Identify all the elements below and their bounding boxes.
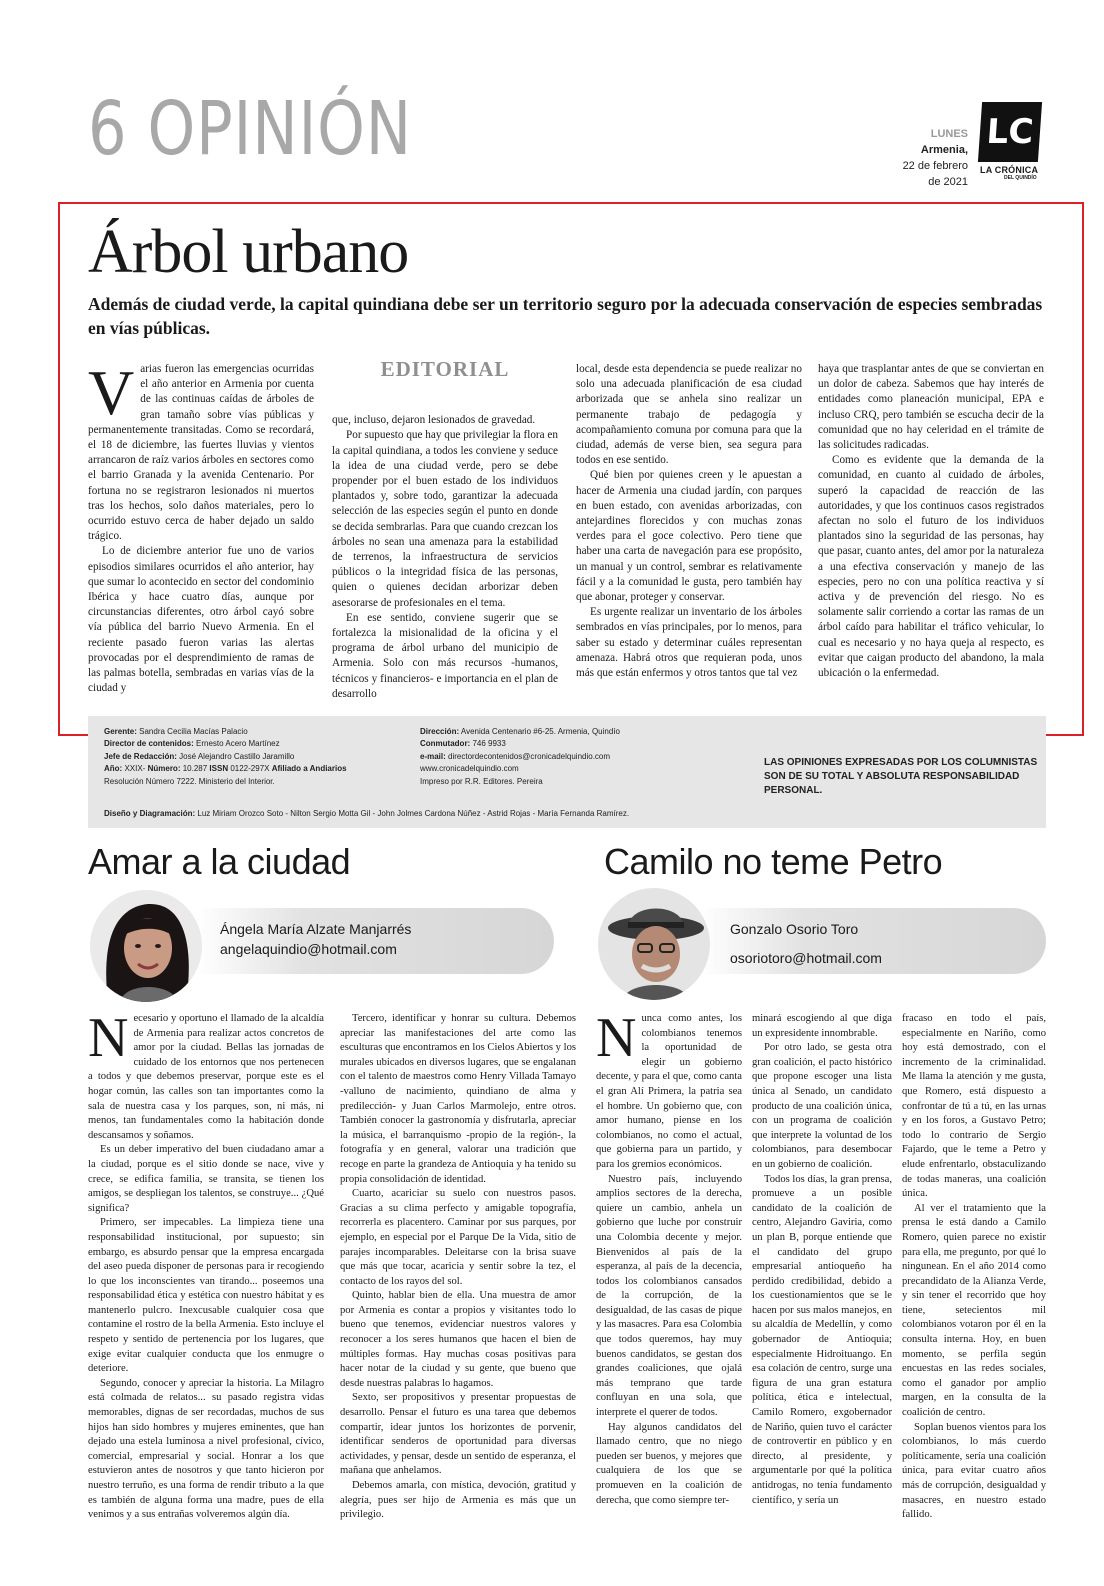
column-left-author: Ángela María Alzate Manjarrés bbox=[220, 921, 412, 937]
masthead-web-link[interactable]: www.cronicadelquindio.com bbox=[420, 764, 519, 774]
editorial-paragraph: Es urgente realizar un inventario de los árboles sembrados en vías principales, por lo menos, para saber su estado y determinar cuáles representan amenaza. Habrá otros que requieran poda, unos más que están enfermos y otros tantos que tal vez bbox=[576, 606, 802, 680]
editorial-deck: Además de ciudad verde, la capital quindiana debe ser un territorio seguro por la adecuada conservación de especies sembradas en vías públicas. bbox=[88, 294, 1043, 338]
column-right-author-photo bbox=[598, 888, 710, 1000]
avatar-man-hat-icon bbox=[598, 888, 710, 1000]
column-paragraph: minará escogiendo al que diga un expresidente innombrable. bbox=[752, 1013, 892, 1039]
logo-subtitle: DEL QUINDÍO bbox=[1004, 175, 1037, 181]
column-paragraph: Tercero, identificar y honrar su cultura. Debemos apreciar las manifestaciones del arte como las esculturas que encontramos en los Cielos Abiertos y los murales ubicados en diversos lugares, que se engalanan con el talento de maestros como Henry Villada Tamayo -valluno de nacimiento, quindiano de alma y predilección- y Juan Carlos Marmolejo, entre otros. También conocer la gastronomía y disfrutarla, apreciar la música, el barranquismo -propio de la región-, la fotografía y en general, valorar una tradición que recoge en parte la grandeza de Antioquia y ha tenido su propia consolidación de identidad. bbox=[340, 1013, 576, 1185]
logo-mark: LC bbox=[978, 102, 1042, 162]
dateline bbox=[903, 126, 968, 190]
column-right-title: Camilo no teme Petro bbox=[604, 841, 943, 882]
editorial-paragraph: En ese sentido, conviene sugerir que se fortalezca la misionalidad de la oficina y el programa de árbol urbano del municipio de Armenia. Solo con más recursos -humanos, técnicos y financieros- e importancia en el plan de desarrollo bbox=[332, 611, 558, 700]
column-right-text-2 bbox=[752, 1012, 892, 1508]
editorial-paragraph: Como es evidente que la demanda de la comunidad, en cuanto al cuidado de árboles, superó la capacidad de reacción de las autoridades, y que los continuos casos registrados afectan no solo el futuro de los individuos plantados sino la seguridad de las personas, hay que pasar, cuanto antes, del amor por la naturaleza a una efectiva conservación y manejo de las especies, pero no con una política reactiva y sí activa y de prevención del riesgo. No es solamente salir corriendo a cortar las ramas de un árbol caído para habilitar el tráfico vehicular, lo cual es necesario y no haya queja al respecto, es evitar que caigan producto del abandono, la mala ubicación o la enfermedad. bbox=[818, 454, 1044, 680]
column-left-author-band bbox=[196, 908, 554, 974]
masthead-disclaimer: LAS OPINIONES EXPRESADAS POR LOS COLUMNISTAS SON DE SU TOTAL Y ABSOLUTA RESPONSABILIDAD PERSONAL. bbox=[764, 757, 1038, 796]
column-paragraph: Sexto, ser propositivos y presentar propuestas de desarrollo. Pensar el futuro es una tarea que debemos compartir, idear juntos los horizontes de porvenir, identificar senderos de oportunidad para diversas actividades, y pensar, desde un sentido de esperanza, el mañana que anhelamos. bbox=[340, 1392, 576, 1477]
column-paragraph: unca como antes, los colombianos tenemos la oportunidad de elegir un gobierno decente, y para el que, como canta el gran Alí Primera, la patria sea el hombre. Un gobierno que, con amor humano, piense en los colombianos, no como el actual, que gobierna para un partido, y para los gremios económicos. bbox=[596, 1013, 742, 1170]
dateline-day: LUNES bbox=[930, 128, 968, 140]
column-right-dropcap: N bbox=[596, 1007, 637, 1069]
column-paragraph: Debemos amarla, con mística, devoción, gratitud y alegría, pues ser hijo de Armenia es más que un privilegio. bbox=[340, 1480, 576, 1521]
masthead-design-credits: Diseño y Diagramación: Luz Miriam Orozco Soto - Nilton Sergio Motta Gil - John Jolmes Cardona Núñez - Astrid Rojas - María Fernanda Ramírez. bbox=[104, 809, 630, 818]
column-left-text-2 bbox=[340, 1012, 576, 1523]
editorial-paragraph: arias fueron las emergencias ocurridas el año anterior en Armenia por cuenta de las continuas caídas de árboles de gran tamaño sobre vías públicas y permanentemente transitadas. Como se recordará, el 18 de diciembre, las fuertes lluvias y vientos arrancaron de raíz varios árboles en sectores como el barrio Granada y la avenida Centenario. Por fortuna no se registraron lesionados ni muertos tras los hechos, solo daños materiales, pero lo ocurrido estuvo cerca de haber dejado un saldo trágico. bbox=[88, 363, 314, 543]
column-paragraph: Hay algunos candidatos del llamado centro, que no niego pueden ser buenos, y mejores que cualquiera de los que se promueven en la coalición de derecha, que como siempre ter- bbox=[596, 1421, 742, 1506]
column-paragraph: Al ver el tratamiento que la prensa le está dando a Camilo Romero, quien parece no existir para ella, me pregunto, por qué lo ningunean. En el año 2014 como precandidato de la Alianza Verde, y sin tener el recorrido que hoy tiene, setecientos mil colombianos votaron por él en la consulta interna. Hoy, en buen momento, se perfila según encuestas en las redes sociales, como el ganador por amplio margen, en la consulta de la coalición de centro. bbox=[902, 1202, 1046, 1419]
column-right-text-1 bbox=[596, 1007, 742, 1508]
column-left-author-photo bbox=[90, 890, 202, 1002]
column-left-email[interactable]: angelaquindio@hotmail.com bbox=[220, 941, 397, 957]
newspaper-logo bbox=[980, 102, 1052, 181]
section-label: 6 OPINIÓN bbox=[88, 86, 412, 172]
column-paragraph: Segundo, conocer y apreciar la historia. La Milagro está colmada de relatos... su pasado registra vidas memorables, dignas de ser recordadas, muchos de sus hijos han sido hombres y mujeres eminentes, que han dejado una estela luminosa a nivel profesional, cívico, comercial, empresarial y social. Honrar a los que estuvieron antes de nosotros y que tanto hicieron por nuestro terruño, es una forma de rendir tributo a la que es también de alguna forma una madre, pues de ella venimos y a sus entrañas volveremos algún día. bbox=[88, 1377, 324, 1521]
masthead bbox=[88, 716, 1046, 828]
editorial-column-3 bbox=[576, 362, 802, 681]
editorial-paragraph: local, desde esta dependencia se puede realizar no solo una adecuada planificación de esa ciudad arborizada que se anhela sino realizar un permanente trabajo de pedagogía y acompañamiento comuna por comuna para que la ciudad, además de verse bien, sea segura para todos en ese sentido. bbox=[576, 363, 802, 467]
column-right-text-3 bbox=[902, 1012, 1046, 1523]
column-left-title: Amar a la ciudad bbox=[88, 841, 351, 882]
column-paragraph: Primero, ser impecables. La limpieza tiene una responsabilidad institucional, por supuesto; sin embargo, es absurdo pensar que la empresa encargada del aseo pueda disponer de personas para ir recogiendo lo que los inconscientes van tirando... poseemos una responsabilidad ética y estética con nuestro hábitat y es mantenerlo pulcro. Inexcusable cualquier cosa que contamine el rostro de la bella Armenia. Esto incluye el respeto y sentido de pertenencia por los lugares, que exige evitar cualquier conducta que los enmugre o deteriore. bbox=[88, 1217, 324, 1375]
editorial-column-4 bbox=[818, 362, 1044, 681]
masthead-staff: Gerente: Sandra Cecilia Macías Palacio Director de contenidos: Ernesto Acero Martínez Jefe de Redacción: José Alejandro Castillo Jaramillo Año: XXIX- Número: 10.287 ISSN 0122-297X Afiliado a Andiarios Resolución Número 7222. Ministerio del Interior. bbox=[104, 727, 347, 786]
column-paragraph: fracaso en todo el país, especialmente en Nariño, como hoy está demostrado, con el incremento de la criminalidad. Me llama la atención y me gusta, que Romero, está dispuesto a confrontar de tú a tú, en las urnas y en los foros, a Gustavo Petro; todo lo contrario de Sergio Fajardo, que le teme a Petro y elude enfrentarlo, obstaculizando de todas maneras, una coalición única. bbox=[902, 1013, 1046, 1200]
editorial-paragraph: haya que trasplantar antes de que se conviertan en un dolor de cabeza. Sabemos que hay interés de entidades como planeación municipal, EPA e incluso CRQ, pero también se escucha decir de la comunidad que no hay celeridad en el trámite de las solicitudes radicadas. bbox=[818, 363, 1044, 452]
column-right-author-band bbox=[700, 908, 1046, 974]
editorial-paragraph: Lo de diciembre anterior fue uno de varios episodios similares ocurridos el año anterior, hay que sumar lo acontecido en sector del condominio Ibérica y hace cuatro días, aunque por circunstancias diferentes, otro árbol cayó sobre vía pública del barrio Nuevo Armenia. En el reciente pasado fueron varias las alertas provocadas por el desprendimiento de ramas de las palmas botella, sembradas en varias vías de la ciudad y bbox=[88, 545, 314, 695]
column-paragraph: Es un deber imperativo del buen ciudadano amar a la ciudad, porque es el sitio donde se nace, vive y crece, se edifica familia, se transita, se tienen los amigos, se despliegan los talentos, se construye... ¿Qué significa? bbox=[88, 1144, 324, 1214]
column-paragraph: Cuarto, acariciar su suelo con nuestros pasos. Gracias a su clima perfecto y amigable topografía, recorrerla es placentero. Caminar por sus parques, por ejemplo, en especial por el Parque De la Vida, sitio de parajes incomparables. Deleitarse con la brisa suave que más que tocar, acaricia y sentir sobre la tez, el contacto de los rayos del sol. bbox=[340, 1188, 576, 1287]
logo-name: LA CRÓNICA bbox=[980, 165, 1039, 175]
column-paragraph: Por otro lado, se gesta otra gran coalición, el pacto histórico que propone escoger una lista única al Senado, un candidato producto de una coalición única, con un programa de coalición que interprete la voluntad de los colombianos, para desembocar en un gobierno de coalición. bbox=[752, 1042, 892, 1170]
column-paragraph: Soplan buenos vientos para los colombianos, lo más cuerdo políticamente, sería una coalición única, para evitar cuatro años más de corrupción, desigualdad y masacres, en nuestro estado fallido. bbox=[902, 1421, 1046, 1521]
dateline-year: de 2021 bbox=[928, 176, 968, 188]
dateline-date: 22 de febrero bbox=[902, 160, 968, 172]
editorial-column-1 bbox=[88, 357, 314, 696]
editorial-dropcap: V bbox=[88, 357, 135, 428]
column-right-email[interactable]: osoriotoro@hotmail.com bbox=[730, 950, 882, 966]
column-left-dropcap: N bbox=[88, 1007, 129, 1069]
editorial-paragraph: Qué bien por quienes creen y le apuestan a hacer de Armenia una ciudad jardín, con parques en buen estado, con avenidas arborizadas, con antejardines florecidos y con muchas zonas verdes para el goce colectivo. Pero tiene que haber una carta de navegación para ese propósito, un manual y un control, sembrar es relativamente fácil y a la comunidad le gusta, pero también hay que abonar, proteger y conservar. bbox=[576, 469, 802, 604]
editorial-paragraph: Por supuesto que hay que privilegiar la flora en la capital quindiana, a todos les conviene y seduce la idea de una ciudad verde, pero se debe propender por el buen estado de los individuos plantados y, sobre todo, garantizar la adecuada selección de las especies según el punto en donde se decida sembrarlas. Para que cuando crezcan los árboles no sean una amenaza para la estabilidad de terrenos, la infraestructura de servicios públicos o la integridad física de las personas, quien o quienes decidan arborizar deben asesorarse de profesionales en el tema. bbox=[332, 429, 558, 609]
column-paragraph: Quinto, hablar bien de ella. Una muestra de amor por Armenia es contar a propios y visitantes todo lo bueno que tenemos, evidenciar nuestros valores y reconocer a los seres humanos que hacen el bien de múltiples formas. Hay muchas cosas positivas para hacer notar de la ciudad y su gente, que bueno que desde nuestras palabras lo hagamos. bbox=[340, 1290, 576, 1389]
column-paragraph: Nuestro país, incluyendo amplios sectores de la derecha, quiere un cambio, anhela un gobierno que luche por construir una Colombia decente y mejor. Bienvenidos al país de la esperanza, al país de la decencia, todos los colombianos cansados de la corrupción, de la desigualdad, de las casas de pique y las masacres. Para esa Colombia que todos queremos, hay muy buenos candidatos, se gestan dos grandes coaliciones, que ojalá más temprano que tarde confluyan en una sola, que interprete el querer de todos. bbox=[596, 1173, 742, 1419]
column-right-author: Gonzalo Osorio Toro bbox=[730, 921, 859, 937]
avatar-woman-icon bbox=[90, 890, 202, 1002]
editorial-paragraph: que, incluso, dejaron lesionados de gravedad. bbox=[332, 414, 536, 427]
column-paragraph: Todos los días, la gran prensa, promueve a un posible candidato de la coalición de centro, Alejandro Gaviria, como un plan B, porque entiende que el candidato del grupo empresarial antioqueño ha perdido credibilidad, debido a los cuestionamientos que se le hacen por sus malos manejos, en su alcaldía de Medellín, y como gobernador de Antioquia; especialmente Hidroituango. En esa colación de centro, surge una figura de una gran estatura política, ética e intelectual, Camilo Romero, exgobernador de Nariño, quien tuvo el carácter de controvertir en público y en directo, al presidente, y argumentarle por qué la política antidrogas, no tenía fundamento científico, y sería un bbox=[752, 1173, 892, 1506]
column-paragraph: ecesario y oportuno el llamado de la alcaldía de Armenia para realizar actos concretos de amor por la ciudad. Bellas las jornadas de cuidado de los entornos que nos pertenecen a todos y que debemos preservar, porque este es el hogar común, las calles son tan importantes como la sala de nuestra casa y los parques, son, ni más, ni menos, tan fundamentales como la habitación donde descansamos y soñamos. bbox=[88, 1013, 324, 1141]
editorial-title: Árbol urbano bbox=[88, 218, 409, 286]
editorial-label: EDITORIAL bbox=[380, 357, 510, 381]
masthead-contact: Dirección: Avenida Centenario #6-25. Armenia, Quindío Conmutador: 746 9933 e-mail: directordecontenidos@cronicadelquindio.com www.cronicadelquindio.com Impreso por R.R. Editores. Pereira bbox=[420, 726, 670, 788]
column-left-text-1 bbox=[88, 1007, 324, 1523]
masthead-email-link[interactable]: directordecontenidos@cronicadelquindio.com bbox=[448, 751, 611, 761]
editorial-column-2 bbox=[332, 357, 558, 702]
dateline-city: Armenia, bbox=[920, 144, 968, 156]
